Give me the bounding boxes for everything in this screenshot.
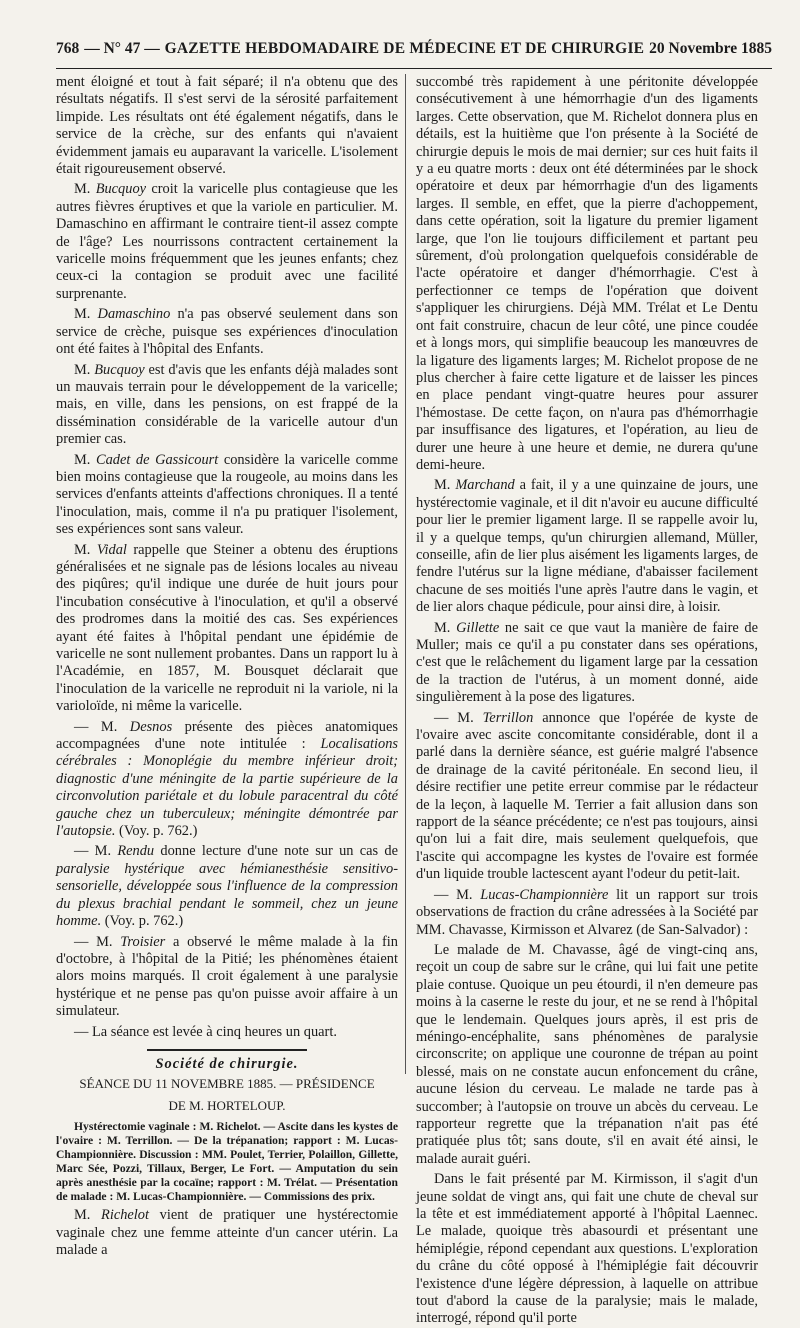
paragraph-text: a observé le même malade à la fin d'octobre, à l'hôpital de la Pitié; les phénomènes étaient alors moins marqués. Il croit également à une paralysie hystérique et ne pense pas qu'on puisse avoir affaire à un simulateur. bbox=[56, 933, 398, 1020]
speaker-name: Vidal bbox=[96, 541, 127, 558]
paragraph bbox=[416, 620, 758, 707]
paragraph-text: présente des pièces anatomiques accompagnées d'une note intitulée : bbox=[56, 718, 398, 753]
speaker-prefix: M. bbox=[74, 1207, 102, 1224]
session-summary: Hystérectomie vaginale : M. Richelot. — Ascite dans les kystes de l'ovaire : M. Terrillon. — De la trépanation; rapport : M. Lucas-Championnière. Discussion : MM. Poulet, Terrier, Polaillon, Gillette, Marc Sée, Pozzi, Tillaux, Berger, Le Fort. — Amputation du sein après anesthésie par la cocaïne; rapport : M. Trélat. — Présentation de malade : M. Lucas-Championnière. — Commissions des prix. bbox=[56, 1120, 398, 1204]
paragraph-text: rappelle que Steiner a obtenu des éruptions généralisées et ne signale pas de lésions locales au niveau des piqûres; qu'il indique une durée de huit jours pour l'incubation consécutive à l'inoculation, et qu'il a observé des prodromes dans la moitié des cas. Ses expériences ayant été faites à l'hôpital pendant une épidémie de varicelle ne sont nullement probantes. Dans un rapport lu à l'Académie, en 1857, M. Bousquet déclarait que l'inoculation de la varicelle ne reproduit ni la variole, ni la varioloïde, ni même la varicelle. bbox=[56, 541, 398, 715]
note-title: Localisations cérébrales : Monoplégie du membre inférieur droit; diagnostic d'une méningite de la partie supérieure de la circonvolution pariétale et du lobule paracentral du côté gauche chez un tuberculeux; méningite démontrée par l'autopsie. bbox=[56, 736, 398, 840]
paragraph-text: donne lecture d'une note sur un cas de bbox=[154, 843, 398, 860]
paragraph bbox=[56, 1207, 398, 1259]
paragraph-text: lit un rapport sur trois observations de fraction du crâne adressées à la Société par MM. Chavasse, Kirmisson et Alvarez (de San-Salvador) : bbox=[416, 886, 758, 938]
paragraph-text: ne sait ce que vaut la manière de faire de Muller; mais ce qu'il a pu constater dans ses opérations, c'est que le relâchement du ligament large par la cessation de la traction de l'utérus, à un moment donné, aide singulièrement à la pose des ligatures. bbox=[416, 619, 758, 706]
paragraph bbox=[56, 181, 398, 303]
speaker-prefix: M. bbox=[434, 477, 456, 494]
paragraph-text: vient de pratiquer une hystérectomie vaginale chez une femme atteinte d'un cancer utérin. La malade a bbox=[56, 1207, 399, 1258]
paragraph-text: n'a pas observé seulement dans son service de crèche, puisque ses expériences d'inoculation ont été faites à l'hôpital des Enfants. bbox=[56, 306, 398, 358]
speaker-name: Gillette bbox=[456, 619, 500, 636]
paragraph bbox=[56, 934, 398, 1021]
speaker-name: Lucas-Championnière bbox=[480, 886, 609, 903]
paragraph bbox=[56, 542, 398, 716]
speaker-prefix: — M. bbox=[74, 843, 118, 860]
issue-date: 20 Novembre 1885 bbox=[649, 40, 772, 57]
section-title: Société de chirurgie. bbox=[155, 1055, 299, 1072]
section-divider bbox=[147, 1049, 307, 1051]
paragraph bbox=[416, 887, 758, 939]
speaker-prefix: — M. bbox=[74, 718, 130, 735]
page-reference: (Voy. p. 762.) bbox=[115, 823, 198, 840]
speaker-name: Rendu bbox=[117, 843, 155, 860]
paragraph: succombé très rapidement à une péritonite développée consécutivement à une hémorrhagie d'un des ligaments larges. Cette observation, que M. Richelot donnera plus en détails, est la huitième que l'on présente à la Société de chirurgie depuis le mois de mai dernier; sur ces huit faits il y a eu quatre morts : deux ont été déterminées par le shock opératoire et deux par hémorrhagie d'un des ligaments larges. Il semble, en effet, que la pierre d'achoppement, dans cette opération, soit la ligature du premier ligament large, que l'on lie toujours difficilement et partant peu sûrement, d'où prolongation quelquefois considérable de l'acte opératoire et danger d'hémorrhagie. C'est à perfectionner ce temps de l'opération que doivent s'appliquer les chirurgiens. Déjà MM. Trélat et Le Dentu ont fait construire, chacun de leur côté, une pince coudée et à longs mors, qui simplifie beaucoup les manœuvres de la ligature des ligaments larges; M. Richelot propose de ne plus chercher à faire cette ligature et de laisser les pinces en place pendant vingt-quatre heures pour assurer l'hémostase. De cette façon, on n'aura pas d'hémorrhagie par insuffisance des ligatures, et l'opération, au lieu de durer une heure à une heure et demie, ne durera qu'une demi-heure. bbox=[416, 74, 758, 473]
header-rule bbox=[56, 68, 772, 69]
note-title: paralysie hystérique avec hémianesthésie sensitivo-sensorielle, développée sous l'influence de la compression du plexus brachial pendant le sommeil, chez un jeune homme. bbox=[56, 860, 398, 930]
left-column bbox=[56, 74, 399, 1258]
speaker-prefix: M. bbox=[434, 619, 457, 636]
speaker-prefix: M. bbox=[74, 361, 95, 378]
speaker-prefix: — M. bbox=[434, 709, 483, 726]
speaker-prefix: M. bbox=[74, 541, 97, 558]
paragraph bbox=[56, 843, 398, 930]
speaker-name: Bucquoy bbox=[95, 181, 147, 198]
speaker-name: Cadet de Gassicourt bbox=[95, 451, 219, 468]
paragraph-text: est d'avis que les enfants déjà malades sont un mauvais terrain pour le développement de la varicelle; mais, en ville, dans les pensions, on est frappé de la dissémination considérable de la varicelle autour d'un premier cas. bbox=[56, 361, 398, 448]
paragraph bbox=[416, 710, 758, 884]
paragraph-text: croit la varicelle plus contagieuse que les autres fièvres éruptives et que la variole en particulier. M. Damaschino en affirmant le contraire tient-il assez compte de l'âge? Les nourrissons contractent certainement la varicelle moins fréquemment que les jeunes enfants; chez ceux-ci la contagion se produit avec une facilité surprenante. bbox=[56, 181, 398, 302]
right-column bbox=[416, 74, 758, 1327]
paragraph: Dans le fait présenté par M. Kirmisson, il s'agit d'un jeune soldat de vingt ans, qui fait une chute de cheval sur la tête et est immédiatement apporté à l'hôpital Laennec. Le malade, quoique très abasourdi et présentant une hémiplégie, répond cependant aux questions. L'exploration du crâne du côté opposé à l'hémiplégie fait découvrir l'existence d'une légère dépression, à laquelle on attribue tout d'abord la cause de la paralysie; mais le malade, interrogé, répond qu'il porte bbox=[416, 1171, 758, 1327]
speaker-prefix: — M. bbox=[74, 933, 121, 950]
speaker-name: Damaschino bbox=[97, 306, 171, 323]
presidency-line: DE M. HORTELOUP. bbox=[168, 1097, 286, 1113]
page-number: 768 bbox=[56, 40, 80, 57]
paragraph bbox=[56, 306, 398, 358]
speaker-name: Richelot bbox=[101, 1207, 149, 1224]
paragraph: ment éloigné et tout à fait séparé; il n'a obtenu que des résultats négatifs. Il s'est servi de la sérosité parfaitement limpide. Les résultats ont été également négatifs, dans le service de la crèche, sur des enfants qui n'avaient évidemment jamais eu auparavant la varicelle. L'isolement était rigoureusement observé. bbox=[56, 74, 398, 178]
paragraph-text: a fait, il y a une quinzaine de jours, une hystérectomie vaginale, et il dit n'avoir eu aucune difficulté pour lier le premier ligament large. Il se rappelle avoir lu, il y a quelque temps, qu'un chirurgien allemand, Müller, conseille, afin de lier plus aisément les ligaments larges, de fendre l'utérus sur la ligne médiane, d'abaisser facilement chacune de ses moitiés l'une après l'autre dans le vagin, et de lier alors chaque pédicule, pour ainsi dire, à loisir. bbox=[416, 477, 758, 616]
speaker-name: Troisier bbox=[120, 933, 166, 950]
issue-number: — N° 47 — bbox=[84, 40, 160, 57]
speaker-name: Bucquoy bbox=[94, 361, 145, 378]
session-line: SÉANCE DU 11 NOVEMBRE 1885. — PRÉSIDENCE bbox=[79, 1076, 375, 1092]
page-header bbox=[56, 40, 772, 66]
speaker-name: Marchand bbox=[455, 477, 515, 494]
paragraph: — La séance est levée à cinq heures un quart. bbox=[74, 1023, 337, 1040]
speaker-prefix: M. bbox=[74, 181, 96, 198]
paragraph-text: considère la varicelle comme bien moins contagieuse que la rougeole, au moins dans les services d'enfants atteints d'affections chroniques. Il a tenté l'inoculation, mais, comme il n'a pu pratiquer l'isolement, ses expériences sont sans valeur. bbox=[56, 451, 398, 538]
column-divider bbox=[405, 74, 406, 1074]
paragraph-text: annonce que l'opérée de kyste de l'ovaire avec ascite concomitante considérable, dont il a parlé dans la dernière séance, est guérie malgré l'absence de drainage de la cavité péritonéale. En second lieu, il désire rectifier une petite erreur commise par le rédacteur de la leçon, à laquelle M. Terrier a fait allusion dans son rapport de la séance précédente; ce n'est pas toujours, ainsi qu'on lui a fait dire, mais seulement quelquefois, que l'ascite qui accompagne les kystes de l'ovaire est formée d'un liquide trouble lactescent ayant l'odeur du petit-lait. bbox=[416, 709, 758, 883]
paragraph bbox=[56, 362, 398, 449]
speaker-name: Terrillon bbox=[482, 709, 534, 726]
paragraph bbox=[56, 452, 398, 539]
paragraph: Le malade de M. Chavasse, âgé de vingt-cinq ans, reçoit un coup de sabre sur le crâne, qui lui fait une petite plaie contuse. Quoique un peu étourdi, il n'en demeure pas moins à la caserne le reste du jour, et ne se rend à l'hôpital que le lendemain. Quelques jours après, il est pris de méningo-encéphalite, sans phénomènes de paralysie circonscrite; on applique une couronne de trépan au point blessé, mais on ne constate aucun enfoncement du crâne, aucune lésion du cerveau. Le malade ne tarde pas à succomber; à l'autopsie on trouve un abcès du cerveau. Le rapporteur regrette que la trépanation n'ait pas été pratiquée plus tôt; sans doute, s'il en avait été ainsi, le malade aurait guéri. bbox=[416, 941, 758, 1167]
paragraph bbox=[416, 477, 758, 616]
page-reference: (Voy. p. 762.) bbox=[101, 913, 184, 930]
speaker-prefix: — M. bbox=[434, 886, 481, 903]
speaker-prefix: M. bbox=[74, 306, 98, 323]
speaker-prefix: M. bbox=[74, 451, 96, 468]
speaker-name: Desnos bbox=[129, 718, 173, 735]
journal-title: GAZETTE HEBDOMADAIRE DE MÉDECINE ET DE CHIRURGIE bbox=[164, 40, 645, 57]
paragraph bbox=[56, 719, 398, 841]
